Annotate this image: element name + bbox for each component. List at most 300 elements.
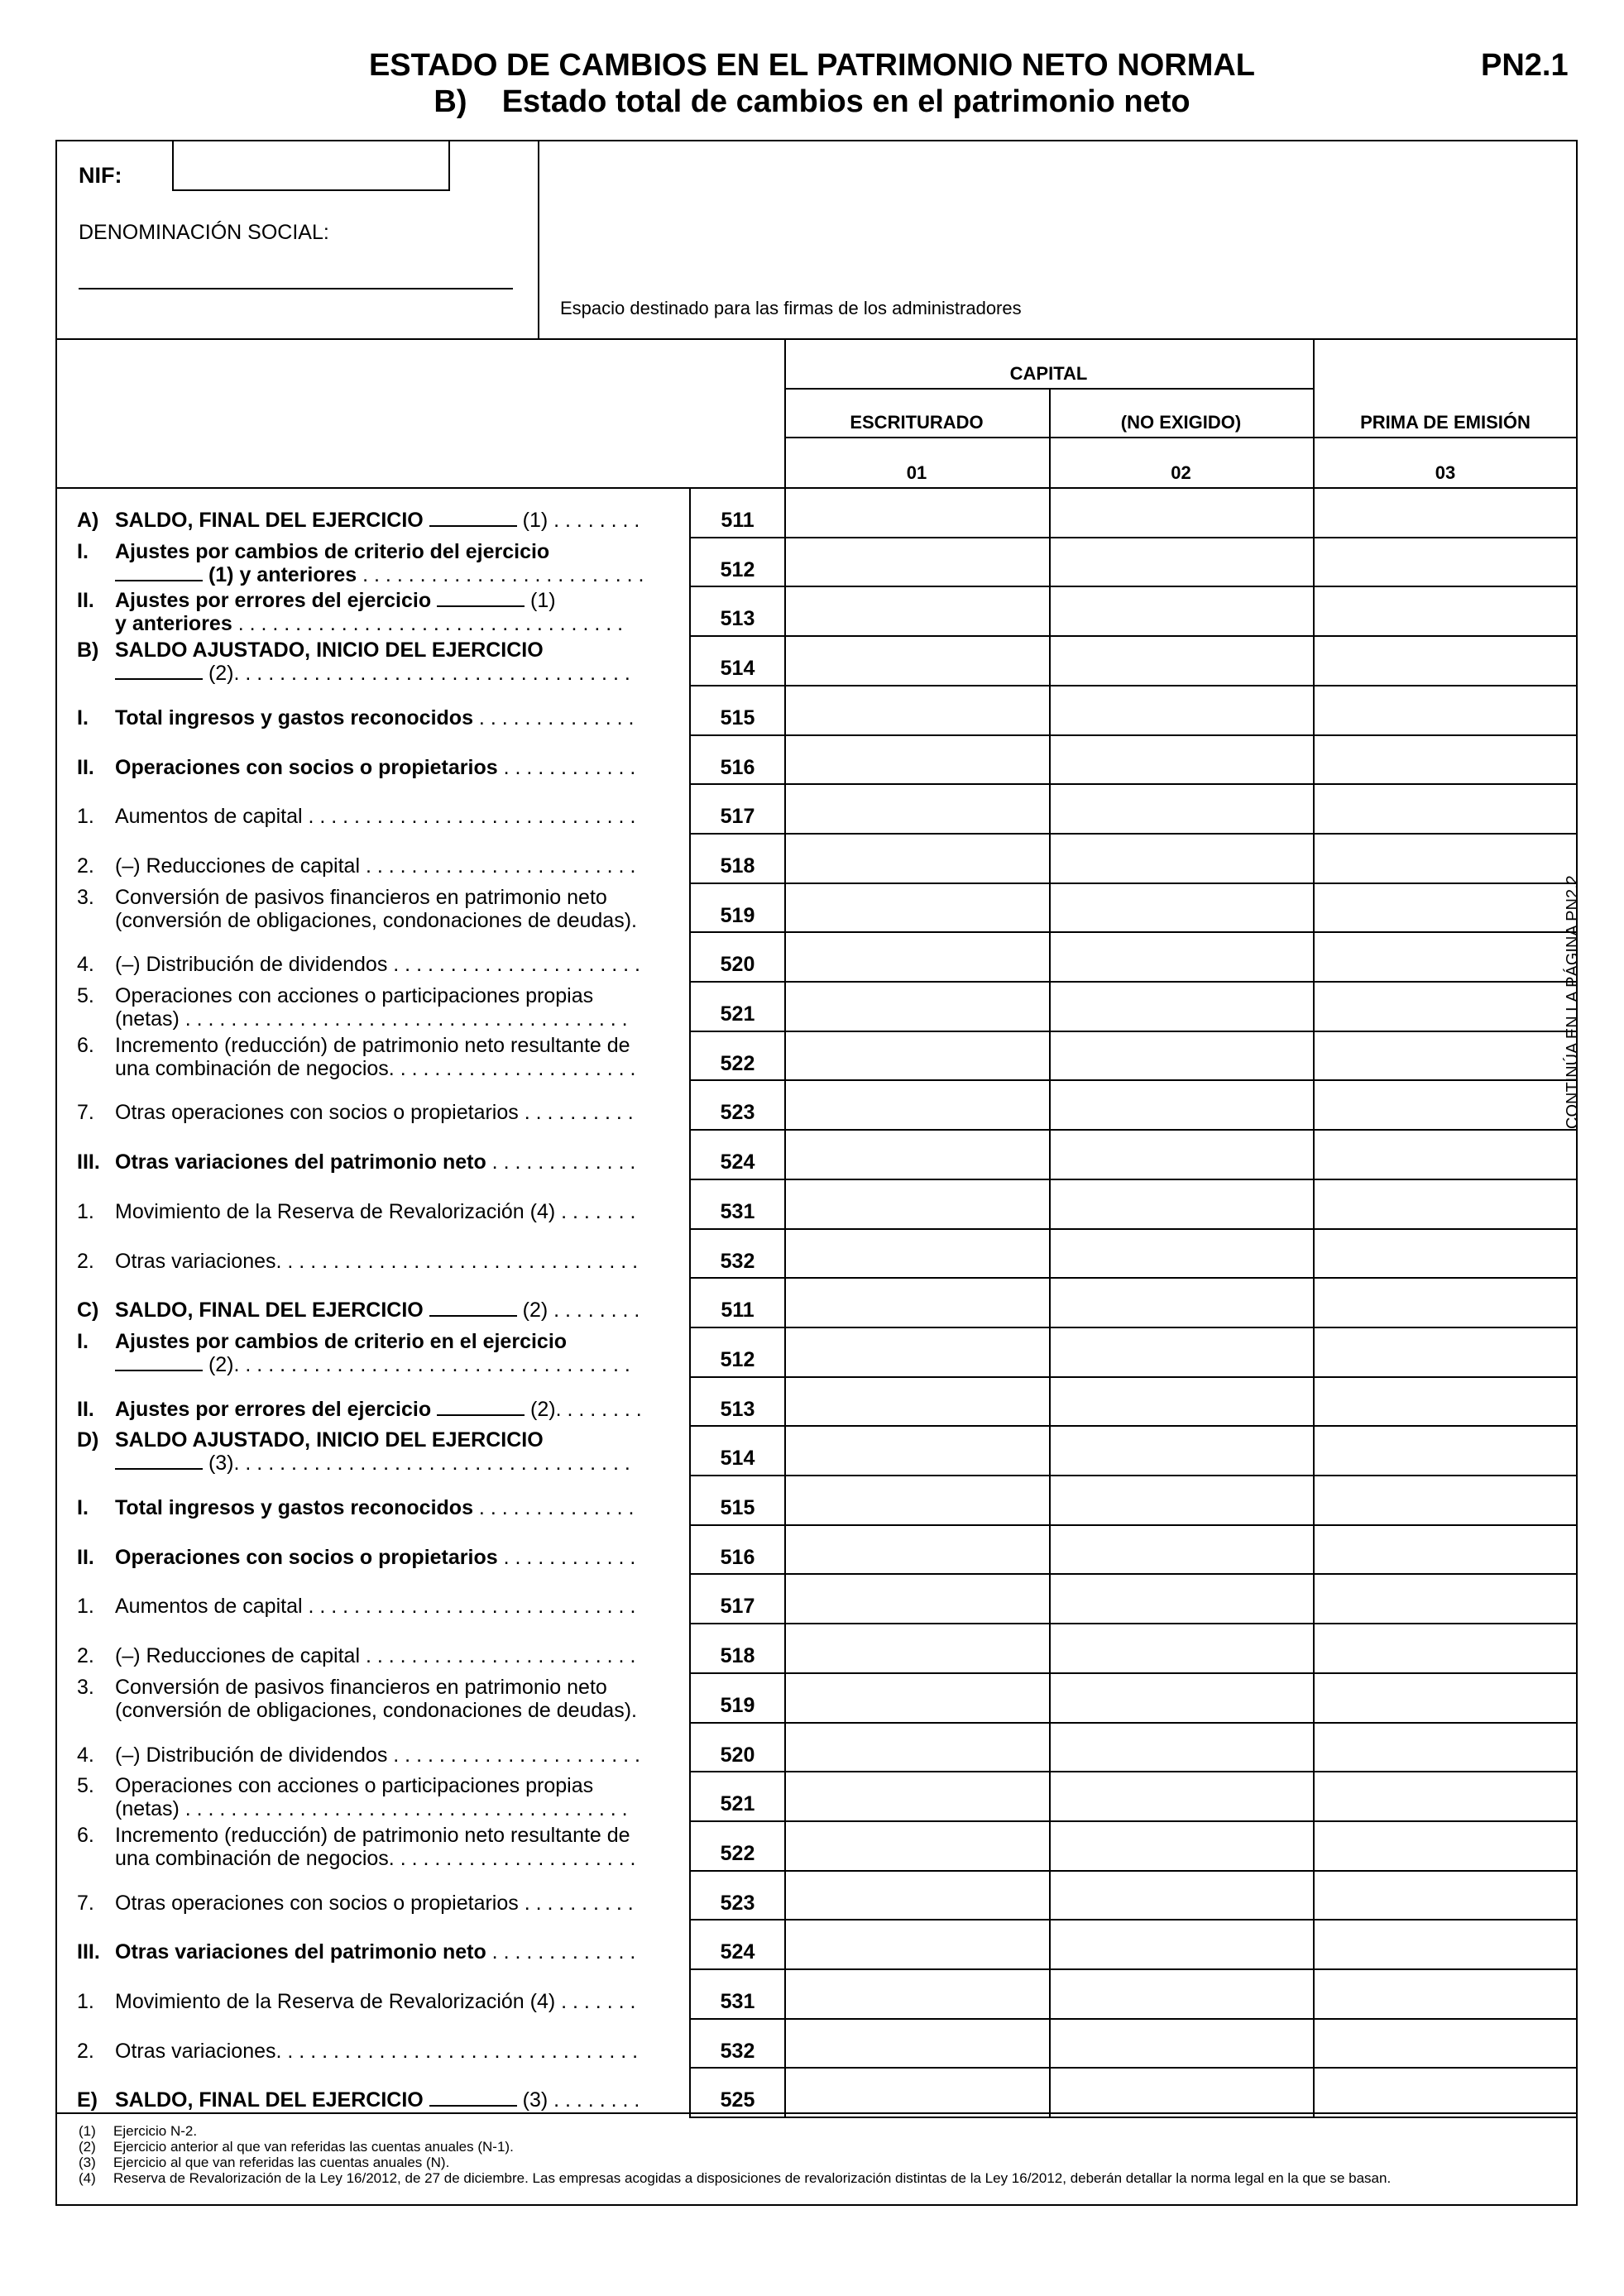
row-text-line-1 bbox=[115, 886, 668, 909]
cell-no-exigido[interactable] bbox=[1051, 1822, 1312, 1870]
cell-no-exigido[interactable] bbox=[1051, 1526, 1312, 1574]
row-label bbox=[77, 1940, 668, 1987]
cell-prima[interactable] bbox=[1315, 1279, 1576, 1327]
cell-escriturado[interactable] bbox=[786, 1328, 1047, 1376]
row-number: 7. bbox=[77, 1101, 94, 1125]
row-caption: Ajustes por cambios de criterio del ejercicio bbox=[115, 539, 550, 563]
footnote-text: Ejercicio N-2. bbox=[113, 2123, 198, 2139]
cell-no-exigido[interactable] bbox=[1051, 1131, 1312, 1179]
row-text-line-1 bbox=[115, 540, 668, 563]
cell-no-exigido[interactable] bbox=[1051, 884, 1312, 932]
row-text-line-2 bbox=[115, 563, 668, 586]
cell-no-exigido[interactable] bbox=[1051, 1032, 1312, 1080]
cell-prima[interactable] bbox=[1315, 637, 1576, 685]
row-caption: (–) Reducciones de capital bbox=[115, 854, 360, 878]
cell-escriturado[interactable] bbox=[786, 1476, 1047, 1524]
cell-prima[interactable] bbox=[1315, 1724, 1576, 1772]
row-text bbox=[115, 1744, 668, 1767]
col-number-01: 01 bbox=[906, 462, 927, 483]
row-number: 2. bbox=[77, 1249, 94, 1273]
row-label bbox=[77, 1676, 668, 1722]
cell-escriturado[interactable] bbox=[786, 1921, 1047, 1968]
row-code: 513 bbox=[720, 607, 755, 631]
row-text bbox=[115, 1200, 668, 1223]
cell-escriturado[interactable] bbox=[786, 884, 1047, 932]
row-label bbox=[77, 1250, 668, 1296]
cell-no-exigido[interactable] bbox=[1051, 2069, 1312, 2117]
row-text bbox=[115, 1428, 668, 1475]
body-col-line bbox=[1313, 487, 1315, 2117]
row-label bbox=[77, 805, 668, 851]
cell-escriturado[interactable] bbox=[786, 1378, 1047, 1426]
row-number: II. bbox=[77, 755, 94, 779]
row-text-line-1 bbox=[115, 1200, 668, 1223]
cell-no-exigido[interactable] bbox=[1051, 1180, 1312, 1228]
cell-prima[interactable] bbox=[1315, 1674, 1576, 1722]
row-code: 522 bbox=[720, 1051, 755, 1075]
row-dots: . . . . . . . . . . . . . . . . . . . . . . bbox=[388, 1846, 636, 1870]
row-label bbox=[77, 1200, 668, 1246]
cell-prima[interactable] bbox=[1315, 2069, 1576, 2117]
cell-escriturado[interactable] bbox=[786, 1081, 1047, 1129]
cell-prima[interactable] bbox=[1315, 1180, 1576, 1228]
row-number: D) bbox=[77, 1428, 99, 1452]
row-code: 520 bbox=[720, 1743, 755, 1767]
page-subtitle: B) Estado total de cambios en el patrimonio neto bbox=[434, 84, 1190, 119]
row-caption: SALDO, FINAL DEL EJERCICIO bbox=[115, 2088, 424, 2112]
body-col-line bbox=[689, 487, 691, 2117]
colnum-rule bbox=[784, 437, 1578, 438]
cell-prima[interactable] bbox=[1315, 884, 1576, 932]
row-caption: SALDO, FINAL DEL EJERCICIO bbox=[115, 509, 424, 532]
row-number: 2. bbox=[77, 854, 94, 878]
row-code: 532 bbox=[720, 2039, 755, 2063]
row-code: 513 bbox=[720, 1397, 755, 1421]
row-caption: (–) Distribución de dividendos bbox=[115, 1743, 388, 1767]
cell-escriturado[interactable] bbox=[786, 785, 1047, 833]
row-code: 531 bbox=[720, 1990, 755, 2013]
cell-prima[interactable] bbox=[1315, 1772, 1576, 1820]
nif-label: NIF: bbox=[79, 163, 122, 188]
row-text-line-2 bbox=[115, 1847, 668, 1870]
row-code: 517 bbox=[720, 1595, 755, 1619]
row-code: 518 bbox=[720, 1644, 755, 1668]
cell-prima[interactable] bbox=[1315, 1526, 1576, 1574]
year-blank bbox=[429, 1300, 517, 1317]
row-text-line-1 bbox=[115, 706, 668, 729]
row-text-line-1 bbox=[115, 509, 668, 532]
cell-escriturado[interactable] bbox=[786, 1230, 1047, 1278]
year-blank bbox=[115, 663, 203, 680]
row-dots: . . . . . . . . bbox=[548, 1299, 640, 1323]
row-text-line-1 bbox=[115, 1398, 668, 1421]
row-text-line-1 bbox=[115, 1744, 668, 1767]
row-caption-cont: (1) y anteriores bbox=[208, 562, 357, 586]
cell-escriturado[interactable] bbox=[786, 1427, 1047, 1475]
row-text-line-1 bbox=[115, 1990, 668, 2013]
row-code: 521 bbox=[720, 1792, 755, 1816]
cell-escriturado[interactable] bbox=[786, 1772, 1047, 1820]
row-number: C) bbox=[77, 1299, 99, 1323]
row-caption-cont: y anteriores bbox=[115, 612, 232, 636]
cell-prima[interactable] bbox=[1315, 785, 1576, 833]
cell-no-exigido[interactable] bbox=[1051, 587, 1312, 635]
cell-prima[interactable] bbox=[1315, 933, 1576, 981]
col-number-03: 03 bbox=[1435, 462, 1456, 483]
row-code: 515 bbox=[720, 1496, 755, 1519]
row-number: 6. bbox=[77, 1033, 94, 1057]
row-text bbox=[115, 1330, 668, 1376]
cell-no-exigido[interactable] bbox=[1051, 489, 1312, 537]
row-text bbox=[115, 2088, 668, 2112]
row-label bbox=[77, 1101, 668, 1147]
row-caption: Otras variaciones del patrimonio neto bbox=[115, 1940, 486, 1964]
row-code: 518 bbox=[720, 854, 755, 878]
row-text-line-1 bbox=[115, 1676, 668, 1699]
cell-no-exigido[interactable] bbox=[1051, 785, 1312, 833]
row-dots: . . . . . . . . . . . . . . . . . . . . . . . . . . . . . . . . . . . . . . . bbox=[179, 1797, 628, 1821]
cell-prima[interactable] bbox=[1315, 1970, 1576, 2018]
row-label bbox=[77, 639, 668, 685]
row-note-ref: (1) bbox=[525, 589, 556, 613]
row-note-ref: (2) bbox=[525, 1397, 556, 1421]
cell-escriturado[interactable] bbox=[786, 1822, 1047, 1870]
row-text bbox=[115, 1250, 668, 1273]
cell-escriturado[interactable] bbox=[786, 1180, 1047, 1228]
row-text-line-2 bbox=[115, 662, 668, 685]
row-dots: . . . . . . . . . . . . bbox=[497, 755, 636, 779]
row-text bbox=[115, 1595, 668, 1618]
row-caption: Ajustes por errores del ejercicio bbox=[115, 589, 432, 613]
row-caption: Movimiento de la Reserva de Revalorización (4) bbox=[115, 1199, 556, 1223]
row-label bbox=[77, 1428, 668, 1475]
row-number: 1. bbox=[77, 1199, 94, 1223]
row-text-line-1 bbox=[115, 756, 668, 779]
row-text bbox=[115, 1496, 668, 1519]
cell-prima[interactable] bbox=[1315, 736, 1576, 784]
row-text bbox=[115, 805, 668, 828]
row-caption: Operaciones con socios o propietarios bbox=[115, 755, 498, 779]
row-caption: SALDO AJUSTADO, INICIO DEL EJERCICIO bbox=[115, 1428, 544, 1452]
row-caption-cont: (conversión de obligaciones, condonaciones de deudas). bbox=[115, 1698, 637, 1722]
row-dots: . . . . . . . . . . . . . . . . . . . . . . . . . . . . . . . . . . . bbox=[233, 1352, 630, 1376]
cell-escriturado[interactable] bbox=[786, 835, 1047, 883]
cell-no-exigido[interactable] bbox=[1051, 686, 1312, 734]
cell-no-exigido[interactable] bbox=[1051, 1724, 1312, 1772]
cell-prima[interactable] bbox=[1315, 1822, 1576, 1870]
row-text-line-1 bbox=[115, 2088, 668, 2112]
cell-prima[interactable] bbox=[1315, 1921, 1576, 1968]
row-number: 6. bbox=[77, 1823, 94, 1847]
row-caption-cont: (netas) bbox=[115, 1007, 180, 1031]
row-text bbox=[115, 1676, 668, 1722]
row-code: 516 bbox=[720, 755, 755, 779]
cell-no-exigido[interactable] bbox=[1051, 933, 1312, 981]
page-title: ESTADO DE CAMBIOS EN EL PATRIMONIO NETO NORMAL bbox=[368, 48, 1256, 83]
cell-no-exigido[interactable] bbox=[1051, 1624, 1312, 1672]
cell-escriturado[interactable] bbox=[786, 933, 1047, 981]
row-code: 519 bbox=[720, 903, 755, 927]
cell-no-exigido[interactable] bbox=[1051, 835, 1312, 883]
cell-escriturado[interactable] bbox=[786, 1279, 1047, 1327]
cell-escriturado[interactable] bbox=[786, 1674, 1047, 1722]
cell-no-exigido[interactable] bbox=[1051, 736, 1312, 784]
cell-no-exigido[interactable] bbox=[1051, 1279, 1312, 1327]
row-text bbox=[115, 1824, 668, 1870]
footnote-rule bbox=[55, 2112, 1578, 2114]
cell-no-exigido[interactable] bbox=[1051, 1378, 1312, 1426]
denominacion-field[interactable] bbox=[79, 288, 513, 289]
footnote-text: Reserva de Revalorización de la Ley 16/2012, de 27 de diciembre. Las empresas acogidas a disposiciones de revalorización distintas de la Ley 16/2012, deberán detallar la norma legal en la que se basan. bbox=[113, 2170, 1392, 2186]
cell-prima[interactable] bbox=[1315, 1230, 1576, 1278]
row-text-line-1 bbox=[115, 1940, 668, 1964]
row-text-line-1 bbox=[115, 1774, 668, 1797]
row-code: 521 bbox=[720, 1002, 755, 1026]
row-caption: Aumentos de capital bbox=[115, 1595, 303, 1619]
cell-no-exigido[interactable] bbox=[1051, 1476, 1312, 1524]
row-text-line-1 bbox=[115, 1330, 668, 1353]
row-number: E) bbox=[77, 2088, 98, 2112]
cell-no-exigido[interactable] bbox=[1051, 1921, 1312, 1968]
capital-heading: CAPITAL bbox=[1009, 363, 1088, 384]
row-text bbox=[115, 1398, 668, 1421]
row-code: 520 bbox=[720, 953, 755, 977]
row-text-line-1 bbox=[115, 1546, 668, 1569]
row-text-line-1 bbox=[115, 854, 668, 878]
cell-escriturado[interactable] bbox=[786, 1624, 1047, 1672]
row-caption: Otras operaciones con socios o propietarios bbox=[115, 1101, 519, 1125]
row-text-line-1 bbox=[115, 1299, 668, 1322]
cell-no-exigido[interactable] bbox=[1051, 1872, 1312, 1920]
cell-escriturado[interactable] bbox=[786, 489, 1047, 537]
row-dots: . . . . . . . . . . . . . . . . . . . . . . bbox=[387, 1743, 640, 1767]
row-caption-cont: (netas) bbox=[115, 1797, 180, 1821]
cell-prima[interactable] bbox=[1315, 983, 1576, 1031]
cell-prima[interactable] bbox=[1315, 1081, 1576, 1129]
row-rule bbox=[689, 2117, 1578, 2118]
row-dots: . . . . . . . . bbox=[548, 509, 640, 532]
row-label bbox=[77, 1824, 668, 1870]
cell-no-exigido[interactable] bbox=[1051, 637, 1312, 685]
row-text bbox=[115, 984, 668, 1031]
cell-escriturado[interactable] bbox=[786, 1131, 1047, 1179]
cell-prima[interactable] bbox=[1315, 587, 1576, 635]
body-col-line bbox=[1049, 487, 1051, 2117]
footnote-text: Ejercicio anterior al que van referidas las cuentas anuales (N-1). bbox=[113, 2139, 514, 2155]
cell-escriturado[interactable] bbox=[786, 1032, 1047, 1080]
cell-no-exigido[interactable] bbox=[1051, 2020, 1312, 2068]
row-code: 522 bbox=[720, 1841, 755, 1865]
row-text bbox=[115, 756, 668, 779]
cell-prima[interactable] bbox=[1315, 2020, 1576, 2068]
year-blank bbox=[429, 2090, 517, 2107]
cell-no-exigido[interactable] bbox=[1051, 1970, 1312, 2018]
row-text bbox=[115, 1774, 668, 1820]
nif-field[interactable] bbox=[172, 140, 450, 191]
row-code: 512 bbox=[720, 557, 755, 581]
row-code: 511 bbox=[721, 509, 755, 532]
year-blank bbox=[115, 1453, 203, 1470]
row-text-line-1 bbox=[115, 1892, 668, 1915]
row-code: 525 bbox=[720, 2088, 755, 2112]
year-blank bbox=[115, 565, 203, 581]
row-number: 1. bbox=[77, 805, 94, 829]
row-text bbox=[115, 1990, 668, 2013]
row-text-line-1 bbox=[115, 1034, 668, 1057]
row-number: III. bbox=[77, 1940, 100, 1964]
cell-escriturado[interactable] bbox=[786, 1970, 1047, 2018]
cell-no-exigido[interactable] bbox=[1051, 1674, 1312, 1722]
row-text bbox=[115, 953, 668, 976]
cell-prima[interactable] bbox=[1315, 1624, 1576, 1672]
row-caption: SALDO, FINAL DEL EJERCICIO bbox=[115, 1299, 424, 1323]
row-dots: . . . . . . . . . . . . . . . . . . . . . . . . . . . . . . . . . . . bbox=[233, 662, 630, 686]
row-dots: . . . . . . . . . . bbox=[518, 1101, 634, 1125]
row-label bbox=[77, 1034, 668, 1080]
cell-prima[interactable] bbox=[1315, 1575, 1576, 1623]
footnote-number: (3) bbox=[79, 2155, 96, 2170]
cell-no-exigido[interactable] bbox=[1051, 1230, 1312, 1278]
cell-no-exigido[interactable] bbox=[1051, 1081, 1312, 1129]
row-code: 517 bbox=[720, 805, 755, 829]
row-text-line-1 bbox=[115, 1250, 668, 1273]
footnote-number: (4) bbox=[79, 2170, 96, 2186]
row-text-line-1 bbox=[115, 984, 668, 1007]
row-number: III. bbox=[77, 1150, 100, 1174]
row-caption: Incremento (reducción) de patrimonio neto resultante de bbox=[115, 1033, 630, 1057]
row-code: 512 bbox=[720, 1347, 755, 1371]
denominacion-label: DENOMINACIÓN SOCIAL: bbox=[79, 221, 329, 244]
row-number: I. bbox=[77, 1329, 89, 1353]
cell-escriturado[interactable] bbox=[786, 983, 1047, 1031]
row-code: 514 bbox=[720, 657, 755, 681]
row-caption-cont: (conversión de obligaciones, condonaciones de deudas). bbox=[115, 908, 637, 932]
row-code: 515 bbox=[720, 706, 755, 729]
row-text bbox=[115, 2040, 668, 2063]
row-text bbox=[115, 1150, 668, 1174]
row-dots: . . . . . . . . . . . . . . . . . . . . . . bbox=[388, 1056, 636, 1080]
cell-prima[interactable] bbox=[1315, 686, 1576, 734]
row-code: 524 bbox=[720, 1940, 755, 1964]
capital-rule bbox=[784, 388, 1313, 390]
row-text-line-1 bbox=[115, 639, 668, 662]
body-col-line bbox=[784, 487, 786, 2117]
form-code: PN2.1 bbox=[1481, 48, 1569, 83]
cell-no-exigido[interactable] bbox=[1051, 983, 1312, 1031]
row-caption: SALDO AJUSTADO, INICIO DEL EJERCICIO bbox=[115, 639, 544, 662]
row-caption: (–) Reducciones de capital bbox=[115, 1644, 360, 1668]
row-label bbox=[77, 1330, 668, 1376]
footnote-text: Ejercicio al que van referidas las cuentas anuales (N). bbox=[113, 2155, 450, 2170]
cell-escriturado[interactable] bbox=[786, 2069, 1047, 2117]
row-label bbox=[77, 2040, 668, 2086]
row-text bbox=[115, 1101, 668, 1124]
cell-prima[interactable] bbox=[1315, 1032, 1576, 1080]
cell-escriturado[interactable] bbox=[786, 1872, 1047, 1920]
row-text bbox=[115, 1892, 668, 1915]
row-caption: Movimiento de la Reserva de Revalorización (4) bbox=[115, 1990, 556, 2013]
signatures-label: Espacio destinado para las firmas de los administradores bbox=[560, 298, 1022, 318]
cell-no-exigido[interactable] bbox=[1051, 538, 1312, 586]
row-number: 2. bbox=[77, 1644, 94, 1668]
row-dots: . . . . . . . . . . . . . . . . . . . . . . . . bbox=[360, 854, 636, 878]
row-dots: . . . . . . . . . . . . . . bbox=[472, 706, 635, 729]
cell-escriturado[interactable] bbox=[786, 587, 1047, 635]
escriturado-heading: ESCRITURADO bbox=[850, 412, 984, 433]
cell-escriturado[interactable] bbox=[786, 538, 1047, 586]
cell-escriturado[interactable] bbox=[786, 1724, 1047, 1772]
cell-escriturado[interactable] bbox=[786, 686, 1047, 734]
row-caption: (–) Distribución de dividendos bbox=[115, 953, 388, 977]
cell-escriturado[interactable] bbox=[786, 637, 1047, 685]
cell-prima[interactable] bbox=[1315, 1131, 1576, 1179]
row-label bbox=[77, 1990, 668, 2036]
row-number: 1. bbox=[77, 1990, 94, 2013]
row-dots: . . . . . . . . . . bbox=[518, 1891, 634, 1915]
cell-prima[interactable] bbox=[1315, 1476, 1576, 1524]
cell-no-exigido[interactable] bbox=[1051, 1575, 1312, 1623]
row-text-line-1 bbox=[115, 805, 668, 828]
row-text-line-1 bbox=[115, 1824, 668, 1847]
row-caption: Operaciones con acciones o participaciones propias bbox=[115, 984, 594, 1007]
cell-prima[interactable] bbox=[1315, 489, 1576, 537]
row-dots: . . . . . . . . . . . . . bbox=[486, 1940, 636, 1964]
row-label bbox=[77, 540, 668, 586]
row-number: 7. bbox=[77, 1891, 94, 1915]
cell-escriturado[interactable] bbox=[786, 1575, 1047, 1623]
row-text-line-2 bbox=[115, 1797, 668, 1820]
year-blank bbox=[429, 510, 517, 527]
row-caption: Total ingresos y gastos reconocidos bbox=[115, 706, 473, 729]
row-label bbox=[77, 756, 668, 802]
row-text bbox=[115, 706, 668, 729]
row-text-line-2 bbox=[115, 612, 668, 635]
row-number: II. bbox=[77, 589, 94, 613]
cell-no-exigido[interactable] bbox=[1051, 1772, 1312, 1820]
cell-escriturado[interactable] bbox=[786, 1526, 1047, 1574]
cell-prima[interactable] bbox=[1315, 1872, 1576, 1920]
cell-prima[interactable] bbox=[1315, 1427, 1576, 1475]
row-text-line-1 bbox=[115, 953, 668, 976]
col-number-02: 02 bbox=[1171, 462, 1191, 483]
row-text-line-2 bbox=[115, 1353, 668, 1376]
row-caption: Conversión de pasivos financieros en patrimonio neto bbox=[115, 885, 607, 909]
cell-prima[interactable] bbox=[1315, 1378, 1576, 1426]
cell-no-exigido[interactable] bbox=[1051, 1328, 1312, 1376]
row-code: 532 bbox=[720, 1249, 755, 1273]
cell-no-exigido[interactable] bbox=[1051, 1427, 1312, 1475]
cell-escriturado[interactable] bbox=[786, 2020, 1047, 2068]
row-dots: . . . . . . . . . . . . . . . . . . . . . . bbox=[387, 953, 640, 977]
row-caption: Ajustes por errores del ejercicio bbox=[115, 1397, 432, 1421]
row-number: 3. bbox=[77, 1675, 94, 1699]
row-caption-cont: (3) bbox=[208, 1452, 234, 1476]
row-text bbox=[115, 1299, 668, 1322]
cell-prima[interactable] bbox=[1315, 538, 1576, 586]
row-code: 519 bbox=[720, 1693, 755, 1717]
row-code: 511 bbox=[721, 1299, 755, 1323]
row-caption-cont: una combinación de negocios bbox=[115, 1846, 389, 1870]
row-dots: . . . . . . . bbox=[555, 1990, 636, 2013]
row-text-line-2 bbox=[115, 1057, 668, 1080]
cell-prima[interactable] bbox=[1315, 1328, 1576, 1376]
row-code: 523 bbox=[720, 1891, 755, 1915]
cell-prima[interactable] bbox=[1315, 835, 1576, 883]
cell-escriturado[interactable] bbox=[786, 736, 1047, 784]
row-text-line-2 bbox=[115, 1452, 668, 1475]
row-text bbox=[115, 1940, 668, 1964]
row-text-line-2 bbox=[115, 1007, 668, 1031]
